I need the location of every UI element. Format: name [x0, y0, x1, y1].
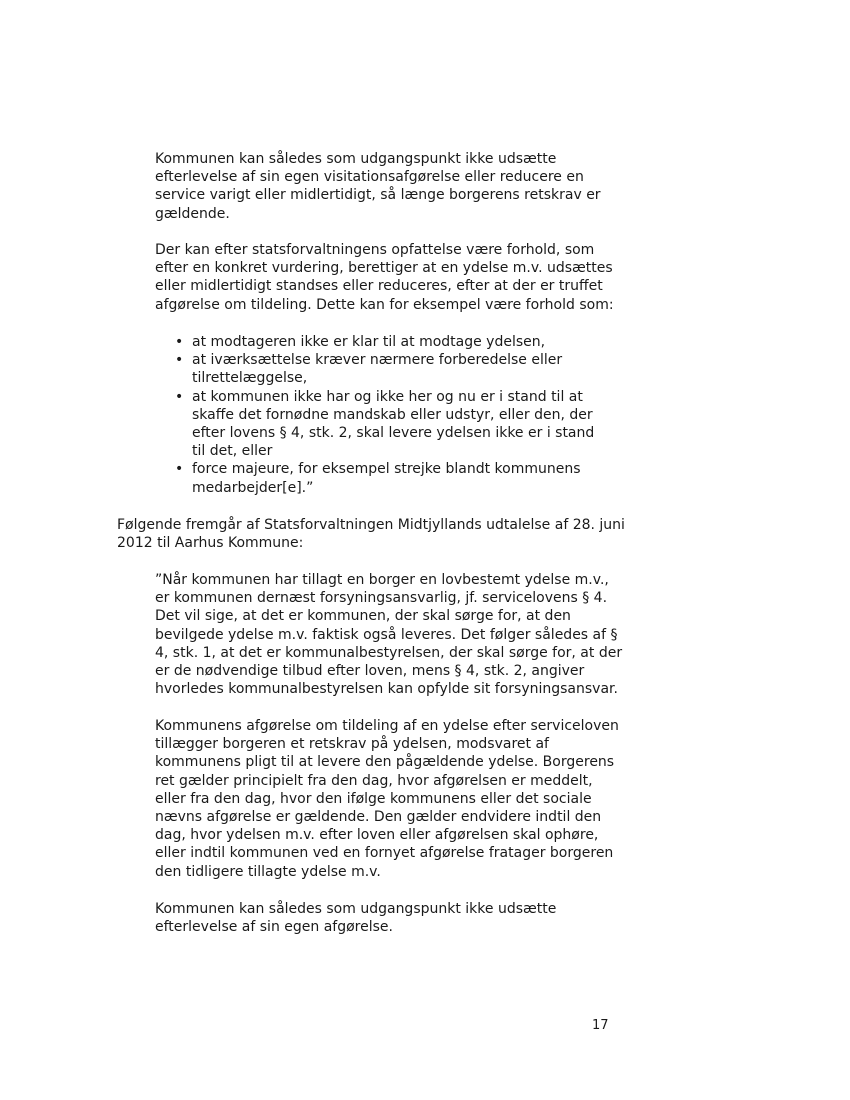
list-item: • at iværksættelse kræver nærmere forberedelse eller tilrettelæggelse,: [175, 351, 605, 387]
bullet-list: [175, 333, 605, 497]
list-item: • at modtageren ikke er klar til at modtage ydelsen,: [175, 333, 605, 351]
quote-paragraph-4: [155, 717, 625, 881]
body-paragraph: [117, 516, 627, 552]
paragraph-text: Kommunen kan således som udgangspunkt ikke udsætte efterlevelse af sin egen visitationsafgørelse eller reducere en service varigt eller midlertidigt, så længe borgerens retskrav er gældende.: [155, 151, 601, 222]
paragraph-text: ”Når kommunen har tillagt en borger en lovbestemt ydelse m.v., er kommunen dernæst forsyningsansvarlig, jf. servicelovens § 4. Det vil sige, at det er kommunen, der skal sørge for, at den bevilgede ydelse m.v. faktisk også leveres. Det følger således af § 4, stk. 1, at det er kommunalbestyrelsen, der skal sørge for, at der er de nødvendige tilbud efter loven, mens § 4, stk. 2, angiver hvorledes kommunalbestyrelsen kan opfylde sit forsyningsansvar.: [155, 572, 623, 698]
quote-paragraph-5: [155, 900, 625, 936]
list-item: • at kommunen ikke har og ikke her og nu er i stand til at skaffe det fornødne mandskab eller udstyr, eller den, der efter lovens § 4, stk. 2, skal levere ydelsen ikke er i stand til det, eller: [175, 388, 605, 461]
quote-paragraph-1: [155, 150, 625, 223]
paragraph-text: Der kan efter statsforvaltningens opfattelse være forhold, som efter en konkret vurdering, berettiger at en ydelse m.v. udsættes eller midlertidigt standses eller reduceres, efter at der er truffet afgørelse om tildeling. Dette kan for eksempel være forhold som:: [155, 242, 614, 313]
page-number: 17: [592, 1018, 609, 1033]
paragraph-text: Kommunen kan således som udgangspunkt ikke udsætte efterlevelse af sin egen afgørelse.: [155, 901, 557, 936]
quote-paragraph-2: [155, 241, 625, 314]
list-item: • force majeure, for eksempel strejke blandt kommunens medarbejder[e].”: [175, 460, 605, 496]
quote-paragraph-3: [155, 571, 625, 698]
paragraph-text: Følgende fremgår af Statsforvaltningen Midtjyllands udtalelse af 28. juni 2012 til Aarhus Kommune:: [117, 517, 625, 552]
paragraph-text: Kommunens afgørelse om tildeling af en ydelse efter serviceloven tillægger borgeren et retskrav på ydelsen, modsvaret af kommunens pligt til at levere den pågældende ydelse. Borgerens ret gælder principielt fra den dag, hvor afgørelsen er meddelt, eller fra den dag, hvor den ifølge kommunens eller det sociale nævns afgørelse er gældende. Den gælder endvidere indtil den dag, hvor ydelsen m.v. efter loven eller afgørelsen skal ophøre, eller indtil kommunen ved en fornyet afgørelse fratager borgeren den tidligere tillagte ydelse m.v.: [155, 718, 619, 880]
